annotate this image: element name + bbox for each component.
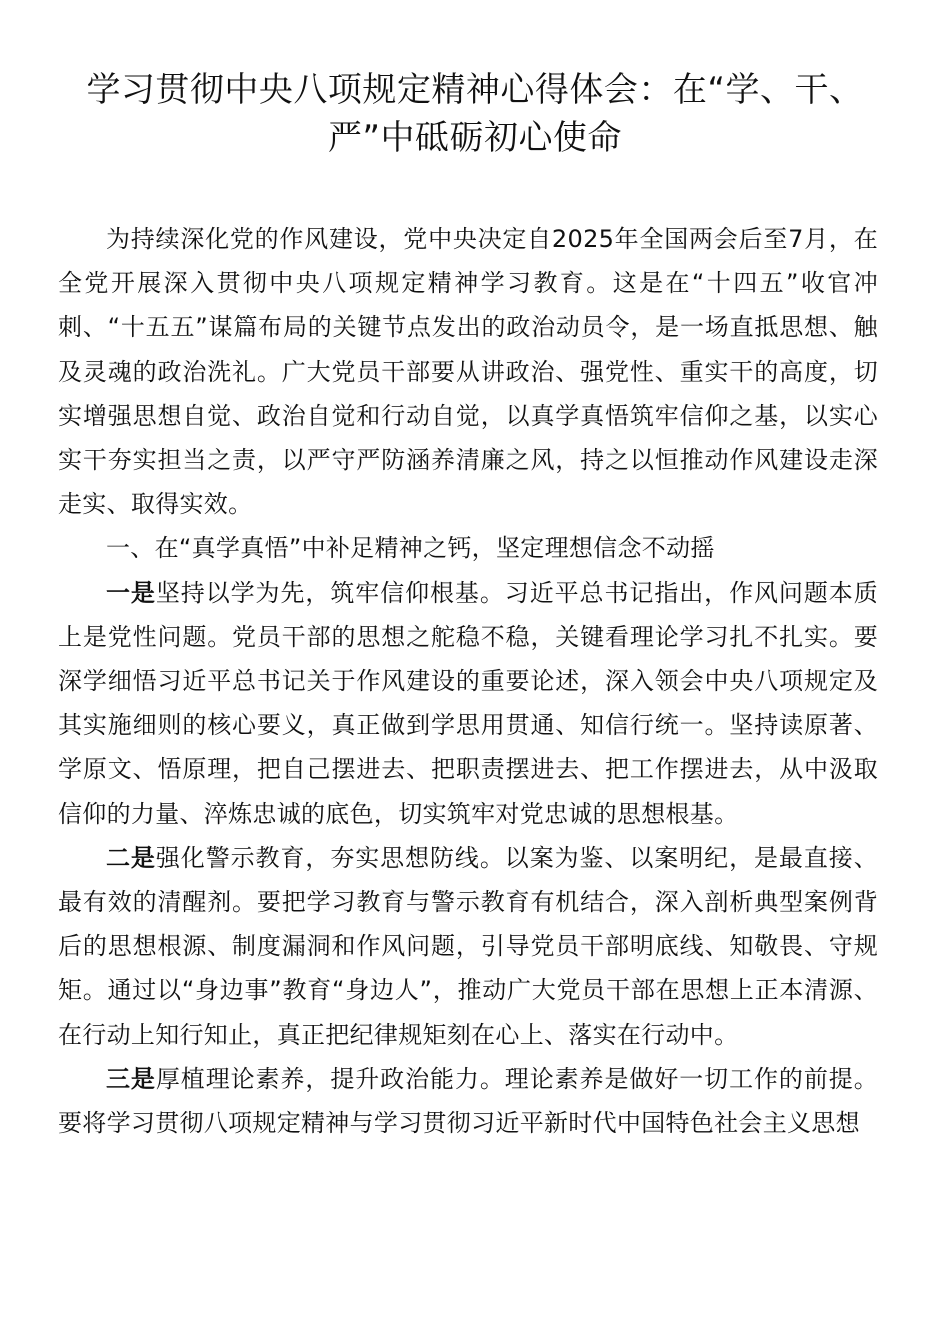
paragraph-lead: 二是 — [106, 843, 156, 872]
paragraph-intro — [58, 217, 878, 526]
document-title — [40, 66, 910, 162]
paragraph-text: 坚持以学为先，筑牢信仰根基。习近平总书记指出，作风问题本质上是党性问题。党员干部的思想之舵稳不稳，关键看理论学习扎不扎实。要深学细悟习近平总书记关于作风建设的重要论述，深入领会中央八项规定及其实施细则的核心要义，真正做到学思用贯通、知信行统一。坚持读原著、学原文、悟原理，把自己摆进去、把职责摆进去、把工作摆进去，从中汲取信仰的力量、淬炼忠诚的底色，切实筑牢对党忠诚的思想根基。 — [58, 578, 878, 828]
paragraph-point-3 — [58, 1057, 878, 1145]
paragraph-text: 强化警示教育，夯实思想防线。以案为鉴、以案明纪，是最直接、最有效的清醒剂。要把学习教育与警示教育有机结合，深入剖析典型案例背后的思想根源、制度漏洞和作风问题，引导党员干部明底线、知敬畏、守规矩。通过以“身边事”教育“身边人”，推动广大党员干部在思想上正本清源、在行动上知行知止，真正把纪律规矩刻在心上、落实在行动中。 — [58, 843, 878, 1049]
section-heading-1 — [58, 526, 878, 570]
title-line-2: 严”中砥砺初心使命 — [327, 118, 623, 158]
paragraph-text: 厚植理论素养，提升政治能力。理论素养是做好一切工作的前提。要将学习贯彻八项规定精神与学习贯彻习近平新时代中国特色社会主义思想 — [58, 1064, 878, 1138]
title-line-1: 学习贯彻中央八项规定精神心得体会：在“学、干、 — [86, 70, 864, 110]
section-heading-text: 一、在“真学真悟”中补足精神之钙，坚定理想信念不动摇 — [106, 534, 715, 563]
paragraph-point-1 — [58, 571, 878, 836]
paragraph-lead: 三是 — [106, 1064, 156, 1093]
paragraph-point-2 — [58, 836, 878, 1057]
paragraph-lead: 一是 — [106, 578, 156, 607]
document-body — [58, 217, 878, 1145]
paragraph-text: 为持续深化党的作风建设，党中央决定自2025年全国两会后至7月，在全党开展深入贯彻中央八项规定精神学习教育。这是在“十四五”收官冲刺、“十五五”谋篇布局的关键节点发出的政治动员令，是一场直抵思想、触及灵魂的政治洗礼。广大党员干部要从讲政治、强党性、重实干的高度，切实增强思想自觉、政治自觉和行动自觉，以真学真悟筑牢信仰之基，以实心实干夯实担当之责，以严守严防涵养清廉之风，持之以恒推动作风建设走深走实、取得实效。 — [58, 225, 878, 519]
